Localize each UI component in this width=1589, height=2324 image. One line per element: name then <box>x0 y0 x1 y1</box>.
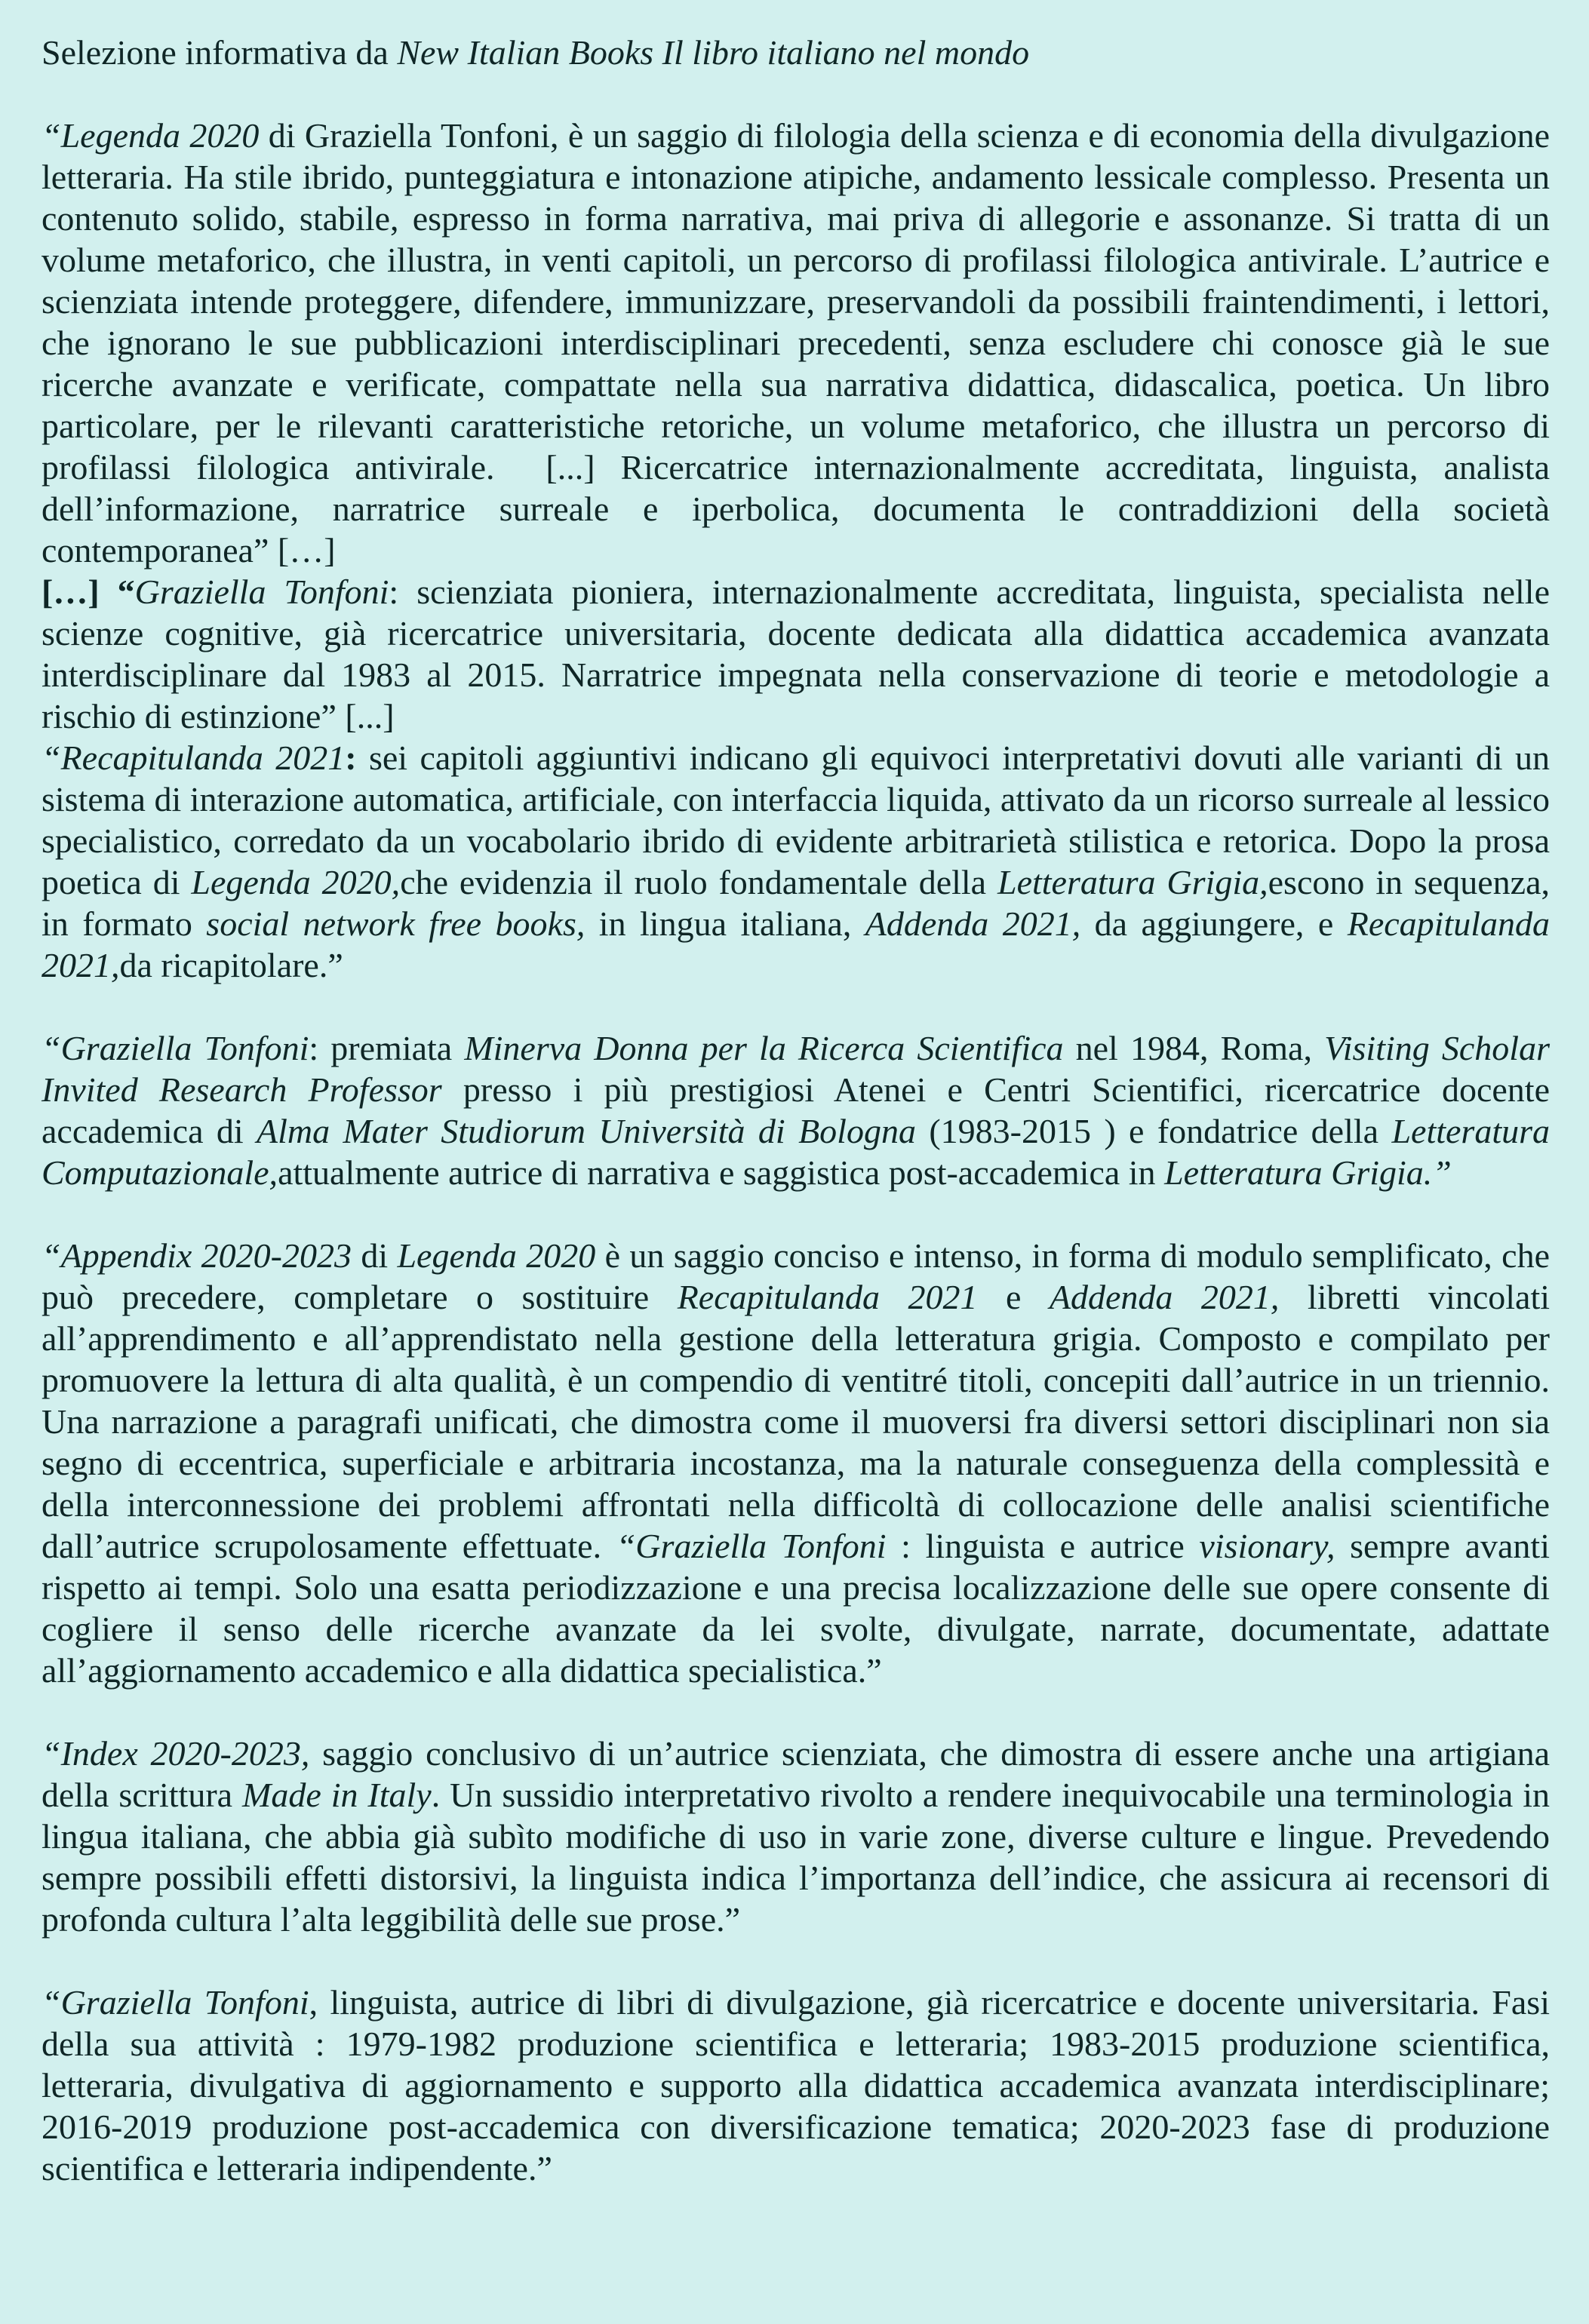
text-run-bold: […] “ <box>41 573 135 611</box>
text-run-roman: attualmente autrice di narrativa e saggistica post-accademica in <box>278 1153 1165 1192</box>
text-run-roman: di <box>351 1236 398 1275</box>
text-run-italic: Made in Italy <box>242 1776 432 1814</box>
text-run-italic: “Recapitulanda 2021 <box>41 738 346 777</box>
text-run-roman: . Un sussidio interpretativo rivolto a rendere inequivocabile una terminologia in lingua italiana, che abbia già subìto modifiche di uso in varie zone, diverse culture e lingue. Prevedendo sempre possibili effetti distorsivi, la linguista indica l’importanza dell’indice, che assicura ai recensori di profonda cultura l’alta leggibilità delle sue prose.” <box>41 1776 1551 1939</box>
text-run-roman: Selezione informativa da <box>41 33 398 72</box>
text-run-italic: Legenda 2020, <box>191 863 401 901</box>
text-run-roman: presso i più prestigiosi Atenei e Centri Scientifici, ricercatrice docente accademica di <box>41 1070 1550 1150</box>
text-run-roman: saggio conclusivo di un’autrice scienziata, che dimostra di essere anche una artigiana della scrittura <box>41 1734 1550 1814</box>
text-run-roman: libretti vincolati all’apprendimento e all’apprendistato nella gestione della letteratura grigia. Composto e compilato per promuovere la lettura di alta qualità, è un compendio di ventitré titoli, concepiti dall’autrice in un triennio. Una narrazione a paragrafi unificati, che dimostra come il muoversi fra diversi settori disciplinari non sia segno di eccentrica, superficiale e arbitraria incostanza, ma la naturale conseguenza della complessità e della interconnessione dei problemi affrontati nella difficoltà di collocazione delle analisi scientifiche dall’autrice scrupolosamente effettuate. <box>41 1278 1551 1565</box>
text-run-roman: da ricapitolare.” <box>119 946 343 984</box>
text-run-roman: nel 1984, Roma, <box>1063 1029 1325 1067</box>
text-run-italic: Recapitulanda 2021, <box>41 904 1550 984</box>
text-run-roman: che evidenzia il ruolo fondamentale della <box>400 863 997 901</box>
text-run-italic: Letteratura Grigia, <box>997 863 1268 901</box>
text-run-roman: sei capitoli aggiuntivi indicano gli equivoci interpretativi dovuti alle varianti di un sistema di interazione automatica, artificiale, con interfaccia liquida, attivato da un ricorso surreale al lessico specialistico, corredato da un vocabolario ibrido di evidente arbitrarietà stilistica e retorica. Dopo la prosa poetica di <box>41 738 1550 901</box>
text-run-italic: Addenda 2021, <box>1049 1278 1280 1316</box>
text-run-roman: da aggiungere, e <box>1080 904 1348 943</box>
text-run-italic: Legenda 2020 <box>397 1236 596 1275</box>
text-run-roman: (1983-2015 ) e fondatrice della <box>915 1112 1392 1150</box>
text-run-italic: Visiting Scholar Invited Research Professor <box>41 1029 1550 1109</box>
paragraph-index-2020-2023 <box>41 1733 1550 1940</box>
text-run-italic: Recapitulanda 2021 <box>677 1278 978 1316</box>
text-run-roman: è un saggio conciso e intenso, in forma di modulo semplificato, che può precedere, completare o sostituire <box>41 1236 1550 1316</box>
text-run-roman: escono in sequenza, in formato <box>41 863 1550 943</box>
text-run-italic: Graziella Tonfoni <box>134 573 389 611</box>
text-run-roman: : linguista e autrice <box>886 1527 1200 1565</box>
paragraph-legenda-2020 <box>41 115 1550 571</box>
text-run-roman: sempre avanti rispetto ai tempi. Solo una esatta periodizzazione e una precisa localizzazione delle sue opere consente di cogliere il senso delle ricerche avanzate da lei svolte, divulgate, narrate, documentate, adattate all’aggiornamento accademico e alla didattica specialistica.” <box>41 1527 1550 1690</box>
text-run-italic: “Legenda 2020 <box>41 116 260 155</box>
paragraph-graziella-tonfoni-scienziata <box>41 571 1550 737</box>
text-run-roman: : premiata <box>309 1029 465 1067</box>
text-run-italic: Letteratura Computazionale, <box>41 1112 1550 1192</box>
text-run-italic: Addenda 2021, <box>865 904 1081 943</box>
text-run-roman: in lingua italiana, <box>585 904 865 943</box>
text-run-bold: : <box>345 738 357 777</box>
text-run-italic: Letteratura Grigia.” <box>1164 1153 1452 1192</box>
text-run-italic: New Italian Books Il libro italiano nel mondo <box>397 33 1030 72</box>
text-run-italic: “Index 2020-2023, <box>41 1734 310 1773</box>
text-run-italic: social network free books, <box>206 904 586 943</box>
paragraph-graziella-tonfoni-linguista <box>41 1982 1550 2189</box>
text-run-italic: Alma Mater Studiorum Università di Bologna <box>257 1112 916 1150</box>
text-run-roman: , linguista, autrice di libri di divulgazione, già ricercatrice e docente universitaria. Fasi della sua attività : 1979-1982 produzione scientifica e letteraria; 1983-2015 produzione scientifica, letteraria, divulgativa di aggiornamento e supporto alla didattica accademica avanzata interdisciplinare; 2016-2019 produzione post-accademica con diversificazione tematica; 2020-2023 fase di produzione scientifica e letteraria indipendente.” <box>41 1983 1550 2187</box>
text-run-roman: : scienziata pioniera, internazionalmente accreditata, linguista, specialista nelle scienze cognitive, già ricercatrice universitaria, docente dedicata alla didattica accademica avanzata interdisciplinare dal 1983 al 2015. Narratrice impegnata nella conservazione di teorie e metodologie a rischio di estinzione” [...] <box>41 573 1550 735</box>
document <box>41 32 1550 2189</box>
text-run-italic: “Graziella Tonfoni <box>41 1983 309 2022</box>
document-title <box>41 32 1550 73</box>
text-run-italic: “Appendix 2020-2023 <box>41 1236 352 1275</box>
paragraph-graziella-tonfoni-premiata <box>41 1027 1550 1193</box>
paragraph-recapitulanda-2021 <box>41 737 1550 986</box>
text-run-italic: visionary, <box>1199 1527 1335 1565</box>
text-run-italic: Minerva Donna per la Ricerca Scientifica <box>464 1029 1064 1067</box>
text-run-italic: “Graziella Tonfoni <box>616 1527 887 1565</box>
paragraph-appendix-2020-2023 <box>41 1235 1550 1691</box>
text-run-roman: di Graziella Tonfoni, è un saggio di filologia della scienza e di economia della divulgazione letteraria. Ha stile ibrido, punteggiatura e intonazione atipiche, andamento lessicale complesso. Presenta un contenuto solido, stabile, espresso in forma narrativa, mai priva di allegorie e assonanze. Si tratta di un volume metaforico, che illustra, in venti capitoli, un percorso di profilassi filologica antivirale. L’autrice e scienziata intende proteggere, difendere, immunizzare, preservandoli da possibili fraintendimenti, i lettori, che ignorano le sue pubblicazioni interdisciplinari precedenti, senza escludere chi conosce già le sue ricerche avanzate e verificate, compattate nella sua narrativa didattica, didascalica, poetica. Un libro particolare, per le rilevanti caratteristiche retoriche, un volume metaforico, che illustra un percorso di profilassi filologica antivirale. [...] Ricercatrice internazionalmente accreditata, linguista, analista dell’informazione, narratrice surreale e iperbolica, documenta le contraddizioni della società contemporanea” […] <box>41 116 1551 569</box>
text-run-roman: e <box>977 1278 1050 1316</box>
text-run-italic: “Graziella Tonfoni <box>41 1029 309 1067</box>
